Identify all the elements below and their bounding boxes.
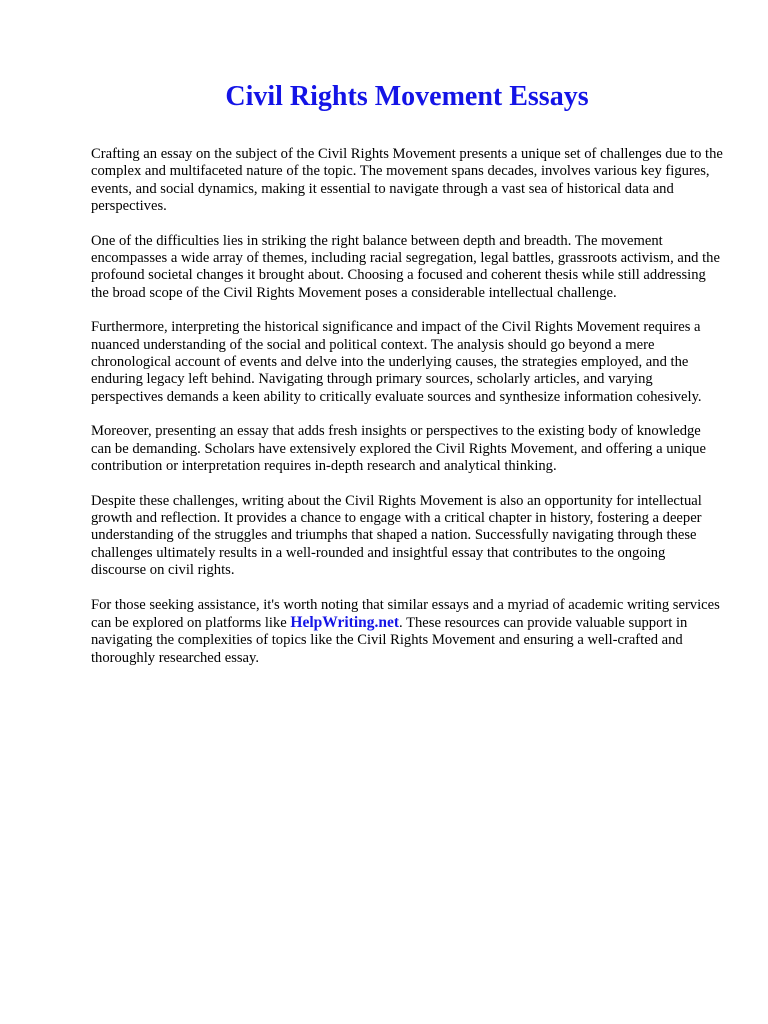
helpwriting-link[interactable]: HelpWriting.net <box>290 613 400 631</box>
document-body <box>91 146 723 684</box>
paragraph-6-text-before-link: For those seeking assistance, it's worth noting that similar essays and a myriad of academic writing services can be explored on platforms like <box>91 596 720 631</box>
paragraph-3: Furthermore, interpreting the historical significance and impact of the Civil Rights Movement requires a nuanced understanding of the social and political context. The analysis should go beyond a mere chronological account of events and delve into the underlying causes, the strategies employed, and the enduring legacy left behind. Navigating through primary sources, scholarly articles, and varying perspectives demands a keen ability to critically evaluate sources and synthesize information cohesively. <box>91 319 702 405</box>
page-title: Civil Rights Movement Essays <box>225 81 589 112</box>
paragraph-4: Moreover, presenting an essay that adds fresh insights or perspectives to the existing body of knowledge can be demanding. Scholars have extensively explored the Civil Rights Movement, and offering a unique contribution or interpretation requires in-depth research and analytical thinking. <box>91 423 706 475</box>
paragraph-5: Despite these challenges, writing about the Civil Rights Movement is also an opportunity for intellectual growth and reflection. It provides a chance to engage with a critical chapter in history, fostering a deeper understanding of the struggles and triumphs that shaped a nation. Successfully navigating through these challenges ultimately results in a well-rounded and insightful essay that contributes to the ongoing discourse on civil rights. <box>91 492 702 579</box>
paragraph-2: One of the difficulties lies in striking the right balance between depth and breadth. The movement encompasses a wide array of themes, including racial segregation, legal battles, grassroots activism, and the profound societal changes it brought about. Choosing a focused and coherent thesis while still addressing the broad scope of the Civil Rights Movement poses a considerable intellectual challenge. <box>91 232 720 301</box>
paragraph-6-text-after-link: . These resources can provide valuable support in navigating the complexities of topics like the Civil Rights Movement and ensuring a well-crafted and thoroughly researched essay. <box>91 614 688 666</box>
paragraph-1: Crafting an essay on the subject of the Civil Rights Movement presents a unique set of challenges due to the complex and multifaceted nature of the topic. The movement spans decades, involves various key figures, events, and social dynamics, making it essential to navigate through a vast sea of historical data and perspectives. <box>91 146 723 215</box>
paragraph-6 <box>91 597 723 668</box>
